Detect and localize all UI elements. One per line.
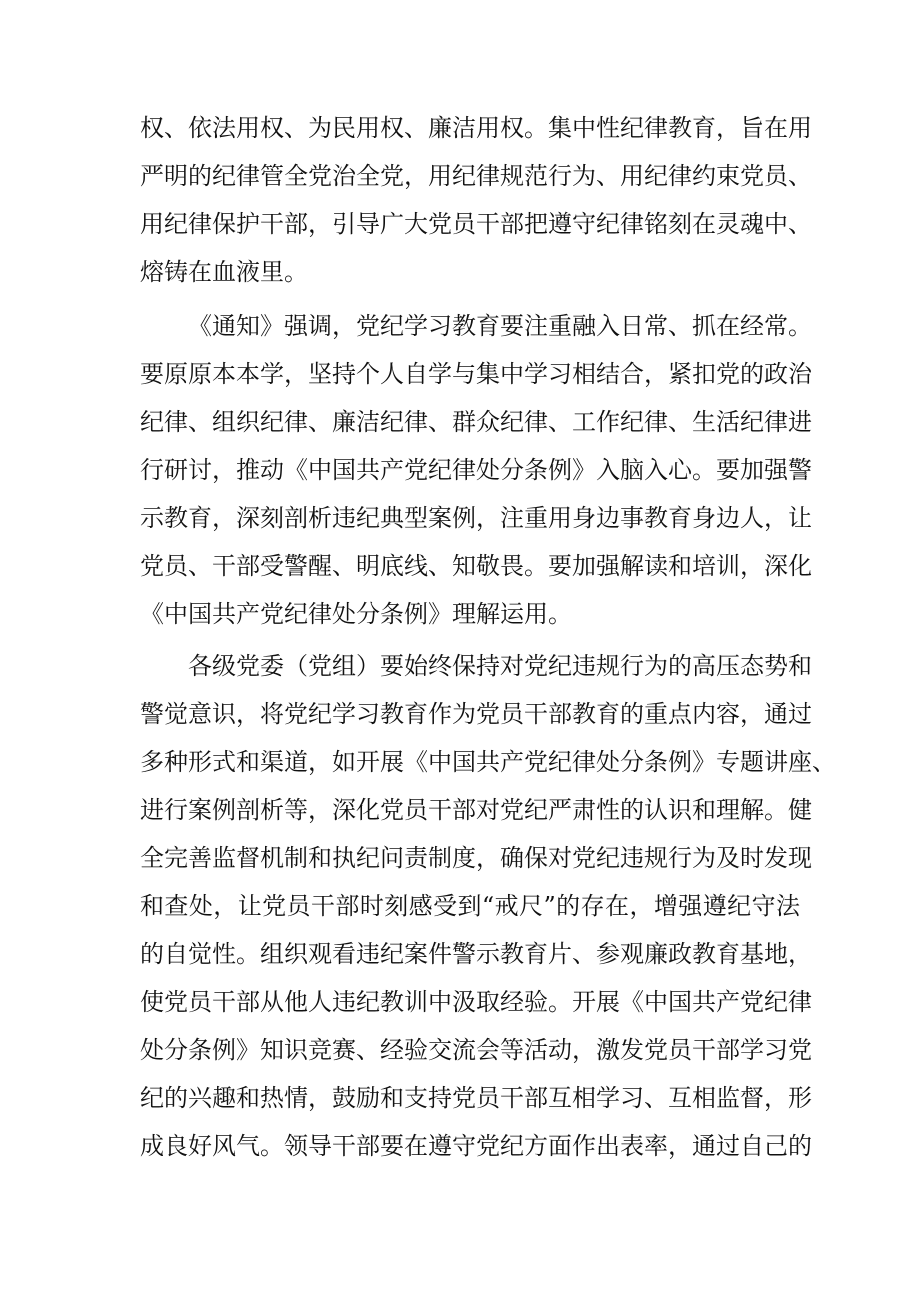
paragraph-1-line-2: 严明的纪律管全党治全党，用纪律规范行为、用纪律约束党员、 (140, 162, 812, 190)
paragraph-1-line-4: 熔铸在血液里。 (140, 258, 308, 286)
paragraph-3-line-8: 使党员干部从他人违纪教训中汲取经验。开展《中国共产党纪律 (140, 988, 812, 1016)
paragraph-3-line-7: 的自觉性。组织观看违纪案件警示教育片、参观廉政教育基地， (140, 940, 812, 968)
paragraph-2-line-4: 行研讨，推动《中国共产党纪律处分条例》入脑入心。要加强警 (140, 456, 812, 484)
paragraph-3-line-6: 和查处，让党员干部时刻感受到“戒尺”的存在，增强遵纪守法 (140, 892, 800, 920)
paragraph-1-line-1: 权、依法用权、为民用权、廉洁用权。集中性纪律教育，旨在用 (140, 114, 812, 142)
paragraph-3-line-10: 纪的兴趣和热情，鼓励和支持党员干部互相学习、互相监督，形 (140, 1084, 812, 1112)
paragraph-2-line-6: 党员、干部受警醒、明底线、知敬畏。要加强解读和培训，深化 (140, 552, 812, 580)
paragraph-1-line-3: 用纪律保护干部，引导广大党员干部把遵守纪律铭刻在灵魂中、 (140, 210, 812, 238)
paragraph-3-line-4: 进行案例剖析等，深化党员干部对党纪严肃性的认识和理解。健 (140, 796, 812, 824)
paragraph-3-line-9: 处分条例》知识竞赛、经验交流会等活动，激发党员干部学习党 (140, 1036, 812, 1064)
paragraph-3-line-5: 全完善监督机制和执纪问责制度，确保对党纪违规行为及时发现 (140, 844, 812, 872)
paragraph-2-line-1: 《通知》强调，党纪学习教育要注重融入日常、抓在经常。 (188, 312, 812, 340)
paragraph-2-line-2: 要原原本本学，坚持个人自学与集中学习相结合，紧扣党的政治 (140, 360, 812, 388)
paragraph-2-line-7: 《中国共产党纪律处分条例》理解运用。 (140, 600, 572, 628)
paragraph-3-line-3: 多种形式和渠道，如开展《中国共产党纪律处分条例》专题讲座、 (140, 748, 836, 776)
paragraph-3-line-2: 警觉意识，将党纪学习教育作为党员干部教育的重点内容，通过 (140, 700, 812, 728)
paragraph-2-line-3: 纪律、组织纪律、廉洁纪律、群众纪律、工作纪律、生活纪律进 (140, 408, 812, 436)
paragraph-2-line-5: 示教育，深刻剖析违纪典型案例，注重用身边事教育身边人，让 (140, 504, 812, 532)
paragraph-3-line-1: 各级党委（党组）要始终保持对党纪违规行为的高压态势和 (188, 652, 812, 680)
paragraph-3-line-11: 成良好风气。领导干部要在遵守党纪方面作出表率，通过自己的 (140, 1132, 812, 1160)
